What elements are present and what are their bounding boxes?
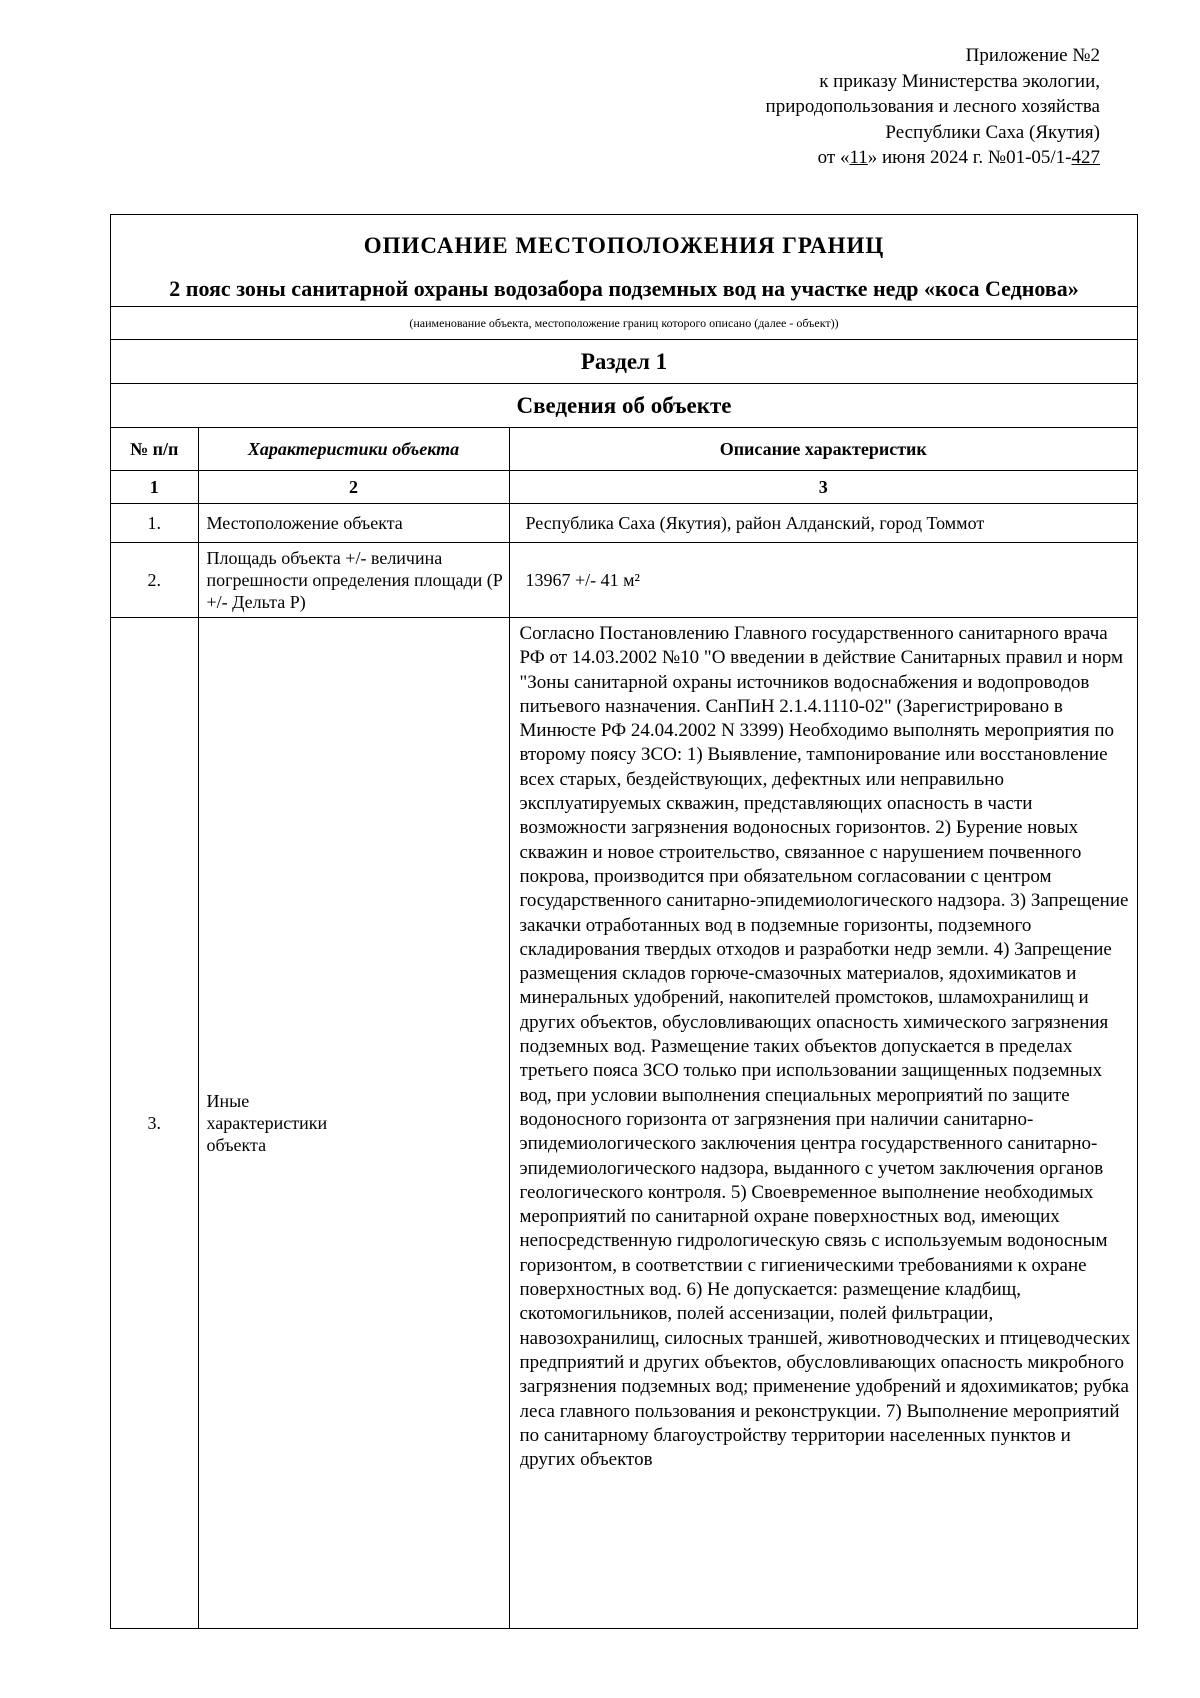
row-description <box>509 618 1137 1629</box>
row-description: 13967 +/- 41 м² <box>509 543 1137 618</box>
object-name: 2 пояс зоны санитарной охраны водозабора подземных вод на участке недр «коса Седнова» <box>169 276 1079 301</box>
row-number: 2. <box>111 543 198 618</box>
header-order-number: 427 <box>1071 147 1100 168</box>
header-line-2: к приказу Министерства экологии, <box>819 70 1100 92</box>
section-subtitle: Сведения об объекте <box>111 383 1137 427</box>
header-date-prefix: от « <box>817 147 850 168</box>
header-cell-characteristic: Характеристики объекта <box>198 428 509 471</box>
column-number-row <box>111 471 1137 504</box>
column-number: 1 <box>111 471 198 504</box>
table-row <box>111 618 1137 1629</box>
row-number: 3. <box>111 618 198 1629</box>
column-number: 3 <box>509 471 1137 504</box>
header-line-5 <box>400 145 1100 171</box>
table-header-row <box>111 428 1137 471</box>
object-caption: (наименование объекта, местоположение границ которого описано (далее - объект)) <box>111 306 1137 339</box>
section-title: Раздел 1 <box>111 339 1137 383</box>
header-line-3: природопользования и лесного хозяйства <box>765 96 1100 117</box>
appendix-header <box>400 43 1100 171</box>
row-characteristic: Местоположение объекта <box>198 504 509 543</box>
table-row <box>111 543 1137 618</box>
header-cell-number: № п/п <box>111 428 198 471</box>
header-date-mid: » июня 2024 г. №01-05/1- <box>867 147 1072 168</box>
object-info-table <box>111 427 1137 1628</box>
boundary-description-form <box>110 214 1138 1629</box>
table-row <box>111 504 1137 543</box>
column-number: 2 <box>198 471 509 504</box>
header-cell-description: Описание характеристик <box>509 428 1137 471</box>
header-line-1: Приложение №2 <box>965 45 1100 66</box>
sanitary-requirements-text: Согласно Постановлению Главного государственного санитарного врача РФ от 14.03.2002 №10 "О введении в действие Санитарных правил и норм "Зоны санитарной охраны источников водоснабжения и водопроводов питьевого назначения. СанПиН 2.1.4.1110-02" (Зарегистрировано в Минюсте РФ 24.04.2002 N 3399) Необходимо выполнять мероприятия по второму поясу ЗСО: 1) Выявление, тампонирование или восстановление всех старых, бездействующих, дефектных или неправильно эксплуатируемых скважин, представляющих опасность в части возможности загрязнения водоносных горизонтов. 2) Бурение новых скважин и новое строительство, связанное с нарушением почвенного покрова, производится при обязательном согласовании с центром государственного санитарно-эпидемиологического надзора. 3) Запрещение закачки отработанных вод в подземные горизонты, подземного складирования твердых отходов и разработки недр земли. 4) Запрещение размещения складов горюче-смазочных материалов, ядохимикатов и минеральных удобрений, накопителей промстоков, шламохранилищ и других объектов, обусловливающих опасность химического загрязнения подземных вод. Размещение таких объектов допускается в пределах третьего пояса ЗСО только при использовании защищенных подземных вод, при условии выполнения специальных мероприятий по защите водоносного горизонта от загрязнения при наличии санитарно-эпидемиологического заключения центра государственного санитарно-эпидемиологического надзора, выданного с учетом заключения органов геологического контроля. 5) Своевременное выполнение необходимых мероприятий по санитарной охране поверхностных вод, имеющих непосредственную гидрологическую связь с используемым водоносным горизонтом, в соответствии с гигиеническими требованиями к охране поверхностных вод. 6) Не допускается: размещение кладбищ, скотомогильников, полей ассенизации, полей фильтрации, навозохранилищ, силосных траншей, животноводческих и птицеводческих предприятий и других объектов, обусловливающих опасность микробного загрязнения подземных вод; применение удобрений и ядохимикатов; рубка леса главного пользования и реконструкции. 7) Выполнение мероприятий по санитарному благоустройству территории населенных пунктов и других объектов <box>519 623 1131 1471</box>
document-title: ОПИСАНИЕ МЕСТОПОЛОЖЕНИЯ ГРАНИЦ <box>363 233 885 258</box>
header-line-4: Республики Саха (Якутия) <box>885 121 1100 143</box>
header-date-day: 11 <box>849 147 868 168</box>
row-number: 1. <box>111 504 198 543</box>
row-characteristic: Площадь объекта +/- величина погрешности определения площади (Р +/- Дельта Р) <box>198 543 509 618</box>
row-description: Республика Саха (Якутия), район Алданский, город Томмот <box>509 504 1137 543</box>
row-characteristic: Иные характеристики объекта <box>198 618 509 1629</box>
